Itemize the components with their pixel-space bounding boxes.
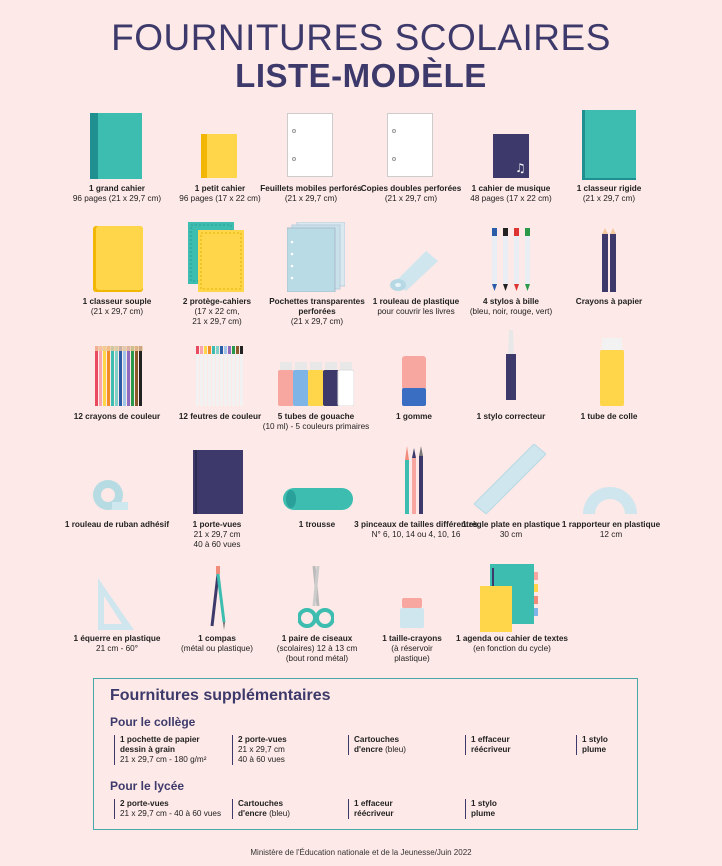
caption-felt-pens: 12 feutres de couleur xyxy=(178,412,262,421)
caption-display-book: 1 porte-vues 21 x 29,7 cm 40 à 60 vues xyxy=(192,520,242,549)
caption-scissors: 1 paire de ciseaux (scolaires) 12 à 13 cm (bout rond métal) xyxy=(276,634,358,663)
plastic-roll-icon xyxy=(386,247,442,291)
lycee-item-fountain-pen: 1 stylo plume xyxy=(465,799,525,819)
college-item-eraser-pen: 1 effaceur réécriveur xyxy=(465,735,565,755)
pencil-case-icon xyxy=(283,488,353,510)
svg-text:♫: ♫ xyxy=(515,161,526,175)
caption-gouache: 5 tubes de gouache (10 ml) - 5 couleurs primaires xyxy=(262,412,370,431)
college-heading: Pour le collège xyxy=(110,715,196,729)
rigid-binder-icon xyxy=(582,110,636,180)
caption-colored-pencils: 12 crayons de couleur xyxy=(73,412,161,421)
flexible-binder-icon xyxy=(93,226,143,292)
supplementary-box xyxy=(93,678,638,830)
sheet-protectors-icon xyxy=(287,222,345,292)
caption-ballpoint-pens: 4 stylos à bille (bleu, noir, rouge, vert) xyxy=(469,297,553,316)
caption-set-square: 1 équerre en plastique 21 cm - 60° xyxy=(73,634,161,653)
caption-music-notebook: 1 cahier de musique 48 pages (17 x 22 cm) xyxy=(470,184,552,203)
set-square-icon xyxy=(98,578,134,630)
tape-roll-icon xyxy=(92,478,128,512)
small-notebook-icon xyxy=(201,134,237,178)
caption-tape-roll: 1 rouleau de ruban adhésif xyxy=(64,520,170,529)
caption-pencil-case: 1 trousse xyxy=(298,520,336,529)
footer-credit: Ministère de l'Éducation nationale et de la Jeunesse/Juin 2022 xyxy=(250,848,472,857)
caption-loose-leaf: Feuillets mobiles perforés (21 x 29,7 cm) xyxy=(260,184,362,203)
lycee-item-ink-cartridges: Cartouches d'encre (bleu) xyxy=(232,799,340,819)
compass-icon xyxy=(208,566,228,630)
caption-eraser: 1 gomme xyxy=(396,412,432,421)
gouache-tubes-icon xyxy=(278,362,354,406)
scissors-icon xyxy=(298,566,334,630)
protractor-icon xyxy=(583,486,637,514)
caption-glue-stick: 1 tube de colle xyxy=(580,412,638,421)
caption-small-notebook: 1 petit cahier 96 pages (17 x 22 cm) xyxy=(179,184,261,203)
display-book-icon xyxy=(193,450,243,514)
college-item-display-books: 2 porte-vues 21 x 29,7 cm 40 à 60 vues xyxy=(232,735,340,765)
caption-pencil-sharpener: 1 taille-crayons (à réservoir plastique) xyxy=(382,634,442,663)
page-title: FOURNITURES SCOLAIRES xyxy=(111,17,611,58)
colored-pencils-icon xyxy=(95,346,143,406)
caption-ruler: 1 règle plate en plastique 30 cm xyxy=(462,520,560,539)
paintbrushes-icon xyxy=(404,446,424,514)
caption-plastic-roll: 1 rouleau de plastique pour couvrir les livres xyxy=(372,297,460,316)
glue-stick-icon xyxy=(600,338,624,406)
caption-paintbrushes: 3 pinceaux de tailles différentes N° 6, 10, 14 ou 4, 10, 16 xyxy=(354,520,478,539)
caption-pencils: Crayons à papier xyxy=(575,297,643,306)
lycee-item-display-books: 2 porte-vues 21 x 29,7 cm - 40 à 60 vues xyxy=(114,799,226,819)
double-sheets-icon xyxy=(387,113,433,177)
caption-notebook-covers: 2 protège-cahiers (17 x 22 cm, 21 x 29,7 cm) xyxy=(182,297,252,326)
planner-icon xyxy=(480,564,538,632)
notebook-covers-icon xyxy=(188,222,244,292)
lycee-item-eraser-pen: 1 effaceur réécriveur xyxy=(348,799,448,819)
pencil-sharpener-icon xyxy=(400,598,424,628)
caption-flexible-binder: 1 classeur souple (21 x 29,7 cm) xyxy=(82,297,152,316)
felt-pens-icon xyxy=(196,346,244,406)
lycee-heading: Pour le lycée xyxy=(110,779,185,793)
caption-protractor: 1 rapporteur en plastique 12 cm xyxy=(561,520,661,539)
correction-pen-icon xyxy=(505,330,517,400)
ballpoint-pens-icon xyxy=(489,228,533,292)
music-notebook-icon xyxy=(493,134,529,178)
large-notebook-icon xyxy=(90,113,142,179)
loose-leaf-paper-icon xyxy=(287,113,333,177)
college-item-ink-cartridges: Cartouches d'encre (bleu) xyxy=(348,735,456,755)
college-item-fountain-pen: 1 stylo plume xyxy=(576,735,632,755)
pencils-icon xyxy=(600,228,618,292)
caption-correction-pen: 1 stylo correcteur xyxy=(476,412,546,421)
caption-double-sheets: Copies doubles perforées (21 x 29,7 cm) xyxy=(360,184,462,203)
caption-large-notebook: 1 grand cahier 96 pages (21 x 29,7 cm) xyxy=(72,184,162,203)
eraser-icon xyxy=(402,356,426,406)
supplementary-title: Fournitures supplémentaires xyxy=(110,687,331,704)
ruler-icon xyxy=(474,444,546,514)
caption-sheet-protectors: Pochettes transparentes perforées (21 x 29,7 cm) xyxy=(269,297,365,326)
college-item-drawing-paper: 1 pochette de papier dessin à grain 21 x 29,7 cm - 180 g/m² xyxy=(114,735,224,765)
caption-rigid-binder: 1 classeur rigide (21 x 29,7 cm) xyxy=(576,184,642,203)
page-subtitle: LISTE-MODÈLE xyxy=(235,57,487,94)
caption-compass: 1 compas (métal ou plastique) xyxy=(181,634,253,653)
caption-planner: 1 agenda ou cahier de textes (en fonction du cycle) xyxy=(456,634,568,653)
